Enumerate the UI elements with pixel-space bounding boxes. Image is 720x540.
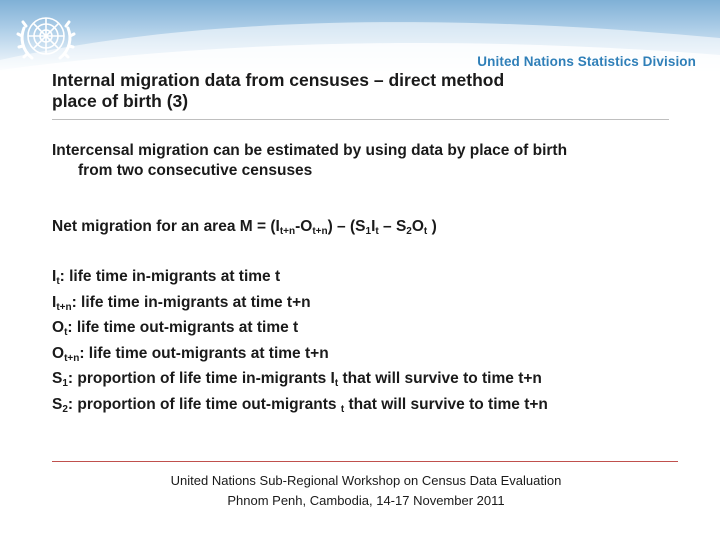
- formula-text: ) – (S: [327, 218, 366, 235]
- definition-symbol: I: [52, 268, 57, 285]
- definition-symbol: O: [52, 344, 65, 362]
- definition-subscript: t: [334, 378, 339, 390]
- title-line-1: Internal migration data from censuses – direct method: [52, 70, 505, 90]
- definition-subscript: t: [64, 327, 68, 339]
- formula-subscript: 2: [406, 226, 412, 237]
- definition-subscript: t: [56, 276, 60, 287]
- definition-text: : life time in-migrants at time t: [59, 268, 281, 285]
- definition-item: [52, 369, 548, 395]
- title-line-2: place of birth (3): [52, 91, 189, 111]
- definition-text: : life time out-migrants at time t+n: [79, 344, 329, 362]
- slide-title: [52, 70, 652, 112]
- definition-item: [52, 293, 548, 319]
- formula-text: ): [427, 218, 437, 235]
- definition-symbol: S: [52, 395, 63, 413]
- definition-item: [52, 318, 548, 344]
- footer-divider: [52, 461, 678, 462]
- formula-text: Net migration for an area M = (I: [52, 218, 280, 235]
- organization-title: United Nations Statistics Division: [477, 54, 696, 69]
- definition-subscript: t+n: [56, 301, 72, 313]
- formula-subscript: t: [375, 226, 379, 237]
- intro-line-2: from two consecutive censuses: [78, 162, 313, 179]
- slide-body: [52, 141, 692, 415]
- definition-symbol: I: [52, 293, 57, 311]
- net-migration-formula: [52, 217, 437, 237]
- formula-text: -O: [295, 218, 313, 235]
- definition-item: [52, 267, 548, 293]
- definition-subscript: 2: [62, 403, 68, 415]
- definitions-list: [52, 267, 548, 421]
- formula-subscript: t+n: [279, 226, 296, 237]
- definition-text: : proportion of life time in-migrants I: [67, 370, 335, 388]
- intro-paragraph: [52, 141, 692, 181]
- definition-item: [52, 395, 548, 421]
- definition-text: that will survive to time t+n: [338, 370, 542, 388]
- footer-line-1: United Nations Sub-Regional Workshop on Census Data Evaluation: [170, 473, 562, 488]
- formula-subscript: t+n: [312, 226, 328, 237]
- definition-symbol: O: [52, 319, 65, 337]
- definition-item: [52, 344, 548, 370]
- definition-symbol: S: [52, 370, 63, 388]
- definition-subscript: 1: [62, 378, 68, 390]
- formula-text: O: [411, 218, 424, 235]
- formula-subscript: 1: [365, 226, 372, 237]
- footer: [0, 471, 720, 511]
- un-emblem-icon: [14, 6, 78, 70]
- definition-text: : proportion of life time out-migrants: [67, 395, 341, 413]
- footer-line-2: Phnom Penh, Cambodia, 14-17 November 2011: [227, 493, 505, 508]
- definition-subscript: t: [340, 403, 345, 415]
- formula-text: I: [371, 218, 376, 235]
- formula-text: – S: [378, 218, 407, 235]
- intro-line-1: Intercensal migration can be estimated by using data by place of birth: [52, 142, 568, 159]
- title-divider: [52, 119, 669, 120]
- definition-text: that will survive to time t+n: [344, 395, 548, 413]
- definition-subscript: t+n: [64, 352, 80, 364]
- formula-subscript: t: [423, 226, 428, 237]
- definition-text: : life time out-migrants at time t: [67, 319, 299, 337]
- definition-text: : life time in-migrants at time t+n: [71, 293, 311, 311]
